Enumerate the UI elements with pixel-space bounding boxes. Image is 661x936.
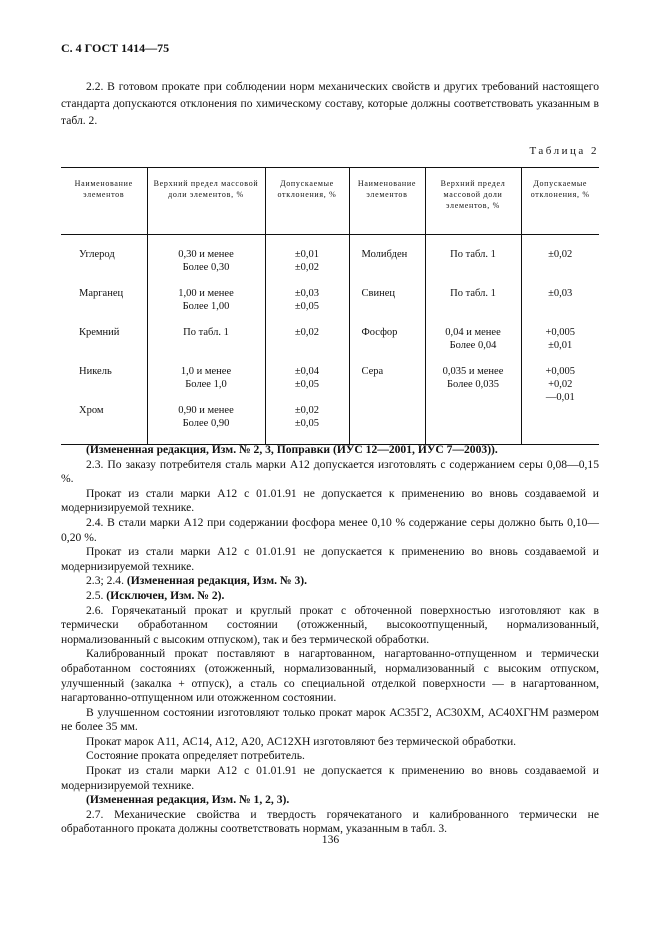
header-element-name-2: Наименование элементов (349, 168, 425, 235)
amendment-note: (Измененная редакция, Изм. № 1, 2, 3). (86, 793, 290, 807)
paragraph-2-4: 2.4. В стали марки А12 при содержании фосфора менее 0,10 % содержание серы должно быть 0,10—0,20 %. (61, 515, 599, 544)
body-text (61, 443, 599, 837)
element-name: Сера (349, 365, 425, 404)
limit-cell: 1,0 и менее Более 1,0 (147, 365, 265, 404)
deviation-cell: ±0,04 ±0,05 (265, 365, 349, 404)
header-upper-limit: Верхний предел массовой доли элементов, % (147, 168, 265, 235)
limit-cell: По табл. 1 (425, 287, 521, 326)
paragraph-2-5: 2.5. (Исключен, Изм. № 2). (86, 588, 225, 602)
element-name: Никель (79, 366, 112, 377)
amendment-note: (Измененная редакция, Изм. № 2, 3, Поправки (ИУС 12—2001, ИУС 7—2003)). (86, 443, 498, 456)
limit-cell (425, 404, 521, 445)
header-deviation: Допускаемые отклонения, % (265, 168, 349, 235)
element-name: Кремний (79, 327, 120, 338)
table-row (61, 287, 599, 326)
deviation-cell: ±0,02 (521, 248, 599, 287)
table-2 (61, 167, 599, 445)
element-name: Хром (79, 405, 104, 416)
paragraph: Прокат из стали марки А12 с 01.01.91 не допускается к применению во вновь создаваемой и модернизируемой технике. (61, 545, 599, 573)
deviation-cell: ±0,01 ±0,02 (265, 248, 349, 287)
table-caption: Таблица 2 (529, 145, 599, 157)
paragraph: Прокат марок А11, АС14, А12, А20, АС12ХН изготовляют без термической обработки. (86, 734, 517, 748)
element-name: Фосфор (349, 326, 425, 365)
deviation-cell: ±0,03 (521, 287, 599, 326)
paragraph-2-3: 2.3. По заказу потребителя сталь марки А12 допускается изготовлять с содержанием серы 0,08—0,15 %. (61, 457, 599, 486)
table-header-row (61, 168, 599, 235)
limit-cell: 0,30 и менее Более 0,30 (147, 248, 265, 287)
page-header: С. 4 ГОСТ 1414—75 (61, 41, 170, 55)
paragraph: Прокат из стали марки А12 с 01.01.91 не допускается к применению во вновь создаваемой и модернизируемой технике. (61, 764, 599, 792)
deviation-cell (521, 404, 599, 445)
element-name: Углерод (79, 249, 115, 260)
intro-section (61, 78, 599, 129)
deviation-cell: ±0,03 ±0,05 (265, 287, 349, 326)
table-row (61, 326, 599, 365)
paragraph-2-2: 2.2. В готовом прокате при соблюдении норм механических свойств и других требований настоящего стандарта допускаются отклонения по химическому составу, которые должны соответствовать указанным в табл. 2. (61, 80, 599, 127)
limit-cell: 0,04 и менее Более 0,04 (425, 326, 521, 365)
paragraph: Прокат из стали марки А12 с 01.01.91 не допускается к применению во вновь создаваемой и модернизируемой технике. (61, 486, 599, 515)
element-name: Марганец (79, 288, 124, 299)
paragraph: Калиброванный прокат поставляют в нагартованном, нагартованно-отпущенном и термически обработанном состояниях (отожженный, нормализованный, нормализованный с высоким отпуском, улучшенный (закалка + отпуск), а сталь со специальной отделкой поверхности — в нагартованном, нагартованно-отпущенном или отожженном состоянии. (61, 647, 599, 705)
limit-cell: По табл. 1 (147, 326, 265, 365)
paragraph: В улучшенном состоянии изготовляют только прокат марок АС35Г2, АС30ХМ, АС40ХГНМ размером не более 35 мм. (61, 705, 599, 734)
deviation-cell: +0,005 ±0,01 (521, 326, 599, 365)
header-element-name: Наименование элементов (61, 168, 147, 235)
limit-cell: По табл. 1 (425, 248, 521, 287)
header-upper-limit-2: Верхний предел массовой доли элементов, % (425, 168, 521, 235)
limit-cell: 0,035 и менее Более 0,035 (425, 365, 521, 404)
deviation-cell: +0,005 +0,02 —0,01 (521, 365, 599, 404)
element-name (349, 404, 425, 445)
element-name: Свинец (349, 287, 425, 326)
paragraph-2-6: 2.6. Горячекатаный прокат и круглый прокат с обточенной поверхностью изготовляют как в термически обработанном состоянии (отожженный, высокоотпущенный, нормализованный, нормализованный с высоким отпуском), так и без термической обработки. (61, 603, 599, 646)
table-row (61, 365, 599, 404)
table-row (61, 248, 599, 287)
deviation-cell: ±0,02 ±0,05 (265, 404, 349, 445)
paragraph-2-7: 2.7. Механические свойства и твердость горячекатаного и калиброванного термически не обработанного проката должны соответствовать нормам, указанным в табл. 3. (61, 807, 599, 836)
limit-cell: 1,00 и менее Более 1,00 (147, 287, 265, 326)
amendment-note: 2.3; 2.4. (Измененная редакция, Изм. № 3). (86, 574, 307, 588)
deviation-cell: ±0,02 (265, 326, 349, 365)
paragraph: Состояние проката определяет потребитель. (86, 749, 305, 763)
table-row (61, 404, 599, 445)
limit-cell: 0,90 и менее Более 0,90 (147, 404, 265, 445)
element-name: Молибден (349, 248, 425, 287)
header-deviation-2: Допускаемые отклонения, % (521, 168, 599, 235)
page-number: 136 (321, 833, 340, 846)
